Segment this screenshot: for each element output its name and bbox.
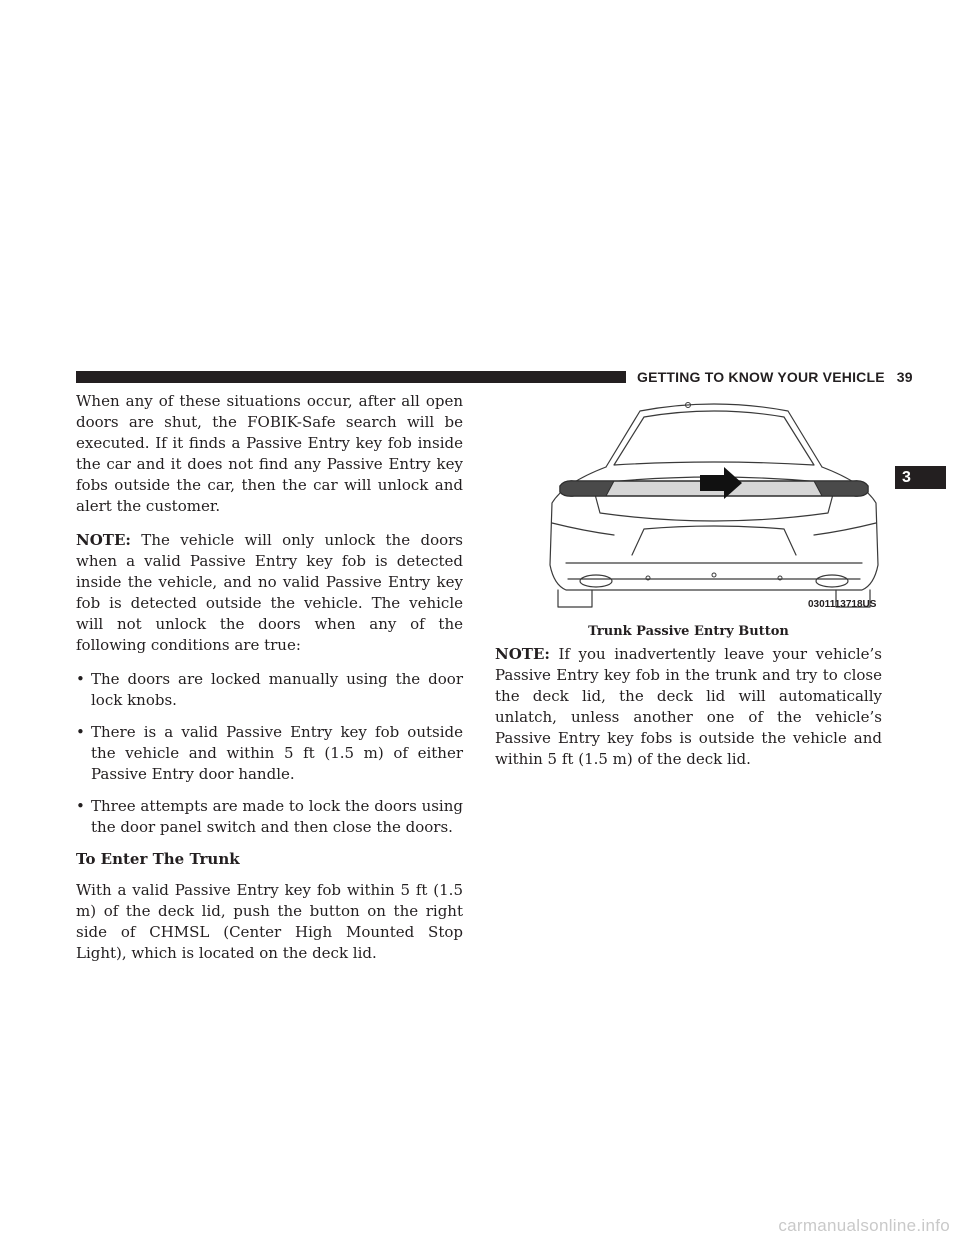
section-title: GETTING TO KNOW YOUR VEHICLE [637,369,885,385]
note-text: The vehicle will only unlock the doors when a valid Passive Entry key fob is detected inside the vehicle, and no valid Passive Entry key fob is detected outside the vehicle. The vehicle will not unlock the doors when any of the following conditions are true: [76,531,463,654]
bullet-icon: • [76,670,85,688]
chapter-tab [895,466,946,489]
running-header [637,369,913,385]
note-text: If you inadvertently leave your vehicle’s Passive Entry key fob in the trunk and try to close the deck lid, the deck lid will automatically unlatch, unless another one of the vehicle’s Passive Entry key fobs is outside the vehicle and within 5 ft (1.5 m) of the deck lid. [495,645,882,768]
car-rear-illustration [544,395,884,620]
exhaust-right [816,575,848,587]
intro-paragraph: When any of these situations occur, after all open doors are shut, the FOBIK-Safe search will be executed. If it finds a Passive Entry key fob inside the car and it does not find any Passive Entry key fobs outside the car, then the car will unlock and alert the customer. [76,392,463,515]
note-label: NOTE: [76,531,131,549]
figure-code: 0301113718US [808,599,877,610]
left-column [76,391,463,977]
conditions-list [76,669,463,838]
header-rule [76,371,626,383]
chapter-number: 3 [902,469,911,486]
list-item-text: The doors are locked manually using the door lock knobs. [91,670,463,709]
list-item-text: There is a valid Passive Entry key fob outside the vehicle and within 5 ft (1.5 m) of either Passive Entry door handle. [91,723,463,783]
watermark: carmanualsonline.info [778,1216,950,1235]
bumper-sensor [712,573,716,577]
figure-caption: Trunk Passive Entry Button [588,624,789,639]
bullet-icon: • [76,723,85,741]
license-plate-recess [632,526,796,555]
note-label: NOTE: [495,645,550,663]
tail-light-right [814,481,868,496]
section-subheading: To Enter The Trunk [76,850,240,868]
rear-window [614,411,814,465]
list-item [76,669,463,711]
right-column [495,644,882,783]
bullet-icon: • [76,797,85,815]
roof-outline [606,404,822,467]
note-paragraph [76,530,463,656]
page-number: 39 [896,369,913,385]
tail-light-left [560,481,614,496]
lower-body-crease [552,523,876,535]
list-item [76,722,463,785]
list-item [76,796,463,838]
trunk-paragraph: With a valid Passive Entry key fob within 5 ft (1.5 m) of the deck lid, push the button on the right side of CHMSL (Center High Mounted Stop Light), which is located on the deck lid. [76,881,463,962]
note-paragraph [495,644,882,770]
rear-tire-left [558,590,592,607]
list-item-text: Three attempts are made to lock the doors using the door panel switch and then close the doors. [91,797,463,836]
exhaust-left [580,575,612,587]
